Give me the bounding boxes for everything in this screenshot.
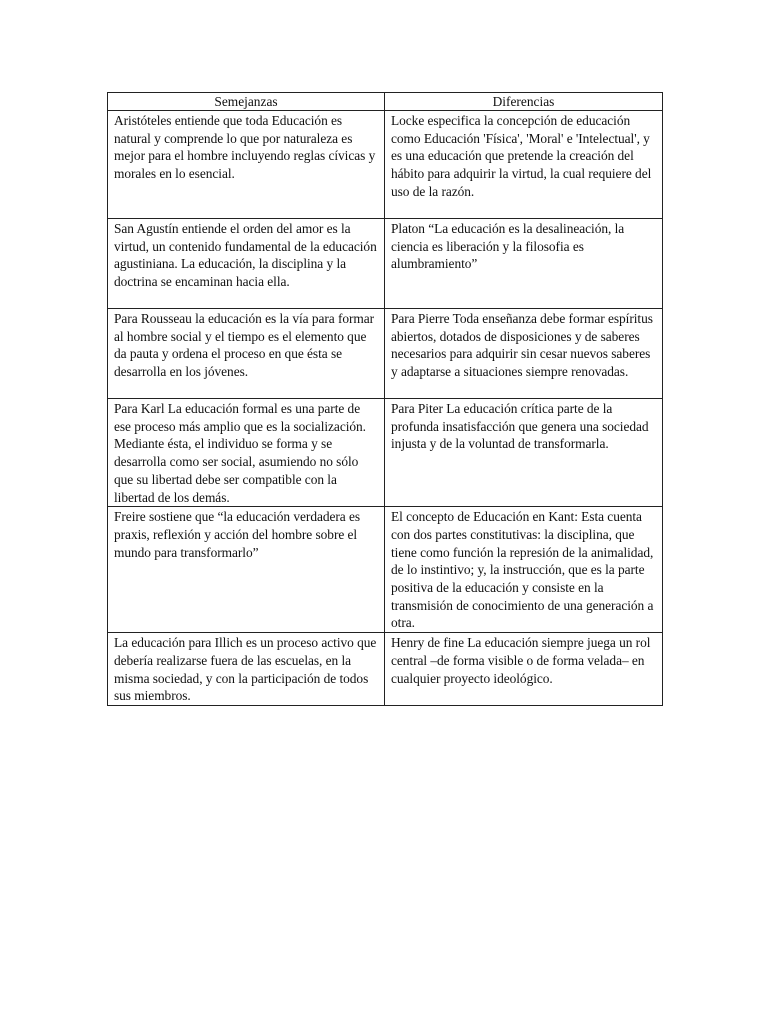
table-row [108,111,663,219]
header-row [108,93,663,111]
semejanza-cell: Para Rousseau la educación es la vía para formar al hombre social y el tiempo es el elemento que da pauta y ordena el proceso en que ésta se desarrolla en los jóvenes. [108,309,385,399]
table-row [108,219,663,309]
header-diferencias: Diferencias [385,93,663,111]
header-semejanzas: Semejanzas [108,93,385,111]
table-row [108,309,663,399]
semejanza-cell: Para Karl La educación formal es una parte de ese proceso más amplio que es la socialización. Mediante ésta, el individuo se forma y se desarrolla como ser social, asumiendo no sólo que su libertad debe ser compatible con la libertad de los demás. [108,399,385,507]
table-row [108,633,663,706]
table-row [108,399,663,507]
diferencia-cell: Platon “La educación es la desalineación, la ciencia es liberación y la filosofia es alumbramiento” [385,219,663,309]
comparison-table [107,92,663,706]
diferencia-cell: Para Pierre Toda enseñanza debe formar espíritus abiertos, dotados de disposiciones y de saberes necesarios para adquirir sin cesar nuevos saberes y adaptarse a situaciones siempre renovadas. [385,309,663,399]
diferencia-cell: Locke especifica la concepción de educación como Educación 'Física', 'Moral' e 'Intelectual', y es una educación que pretende la creación del hábito para adquirir la virtud, la cual requiere del uso de la razón. [385,111,663,219]
table-row [108,507,663,633]
diferencia-cell: Para Piter La educación crítica parte de la profunda insatisfacción que genera una sociedad injusta y de la voluntad de transformarla. [385,399,663,507]
semejanza-cell: San Agustín entiende el orden del amor es la virtud, un contenido fundamental de la educación agustiniana. La educación, la disciplina y la doctrina se encaminan hacia ella. [108,219,385,309]
semejanza-cell: La educación para Illich es un proceso activo que debería realizarse fuera de las escuelas, en la misma sociedad, y con la participación de todos sus miembros. [108,633,385,706]
diferencia-cell: El concepto de Educación en Kant: Esta cuenta con dos partes constitutivas: la disciplina, que tiene como función la represión de la animalidad, de lo instintivo; y, la instrucción, que es la parte positiva de la educación y consiste en la transmisión de conocimiento de una generación a otra. [385,507,663,633]
semejanza-cell: Freire sostiene que “la educación verdadera es praxis, reflexión y acción del hombre sobre el mundo para transformarlo” [108,507,385,633]
semejanza-cell: Aristóteles entiende que toda Educación es natural y comprende lo que por naturaleza es mejor para el hombre incluyendo reglas cívicas y morales en lo esencial. [108,111,385,219]
diferencia-cell: Henry de fine La educación siempre juega un rol central –de forma visible o de forma velada– en cualquier proyecto ideológico. [385,633,663,706]
